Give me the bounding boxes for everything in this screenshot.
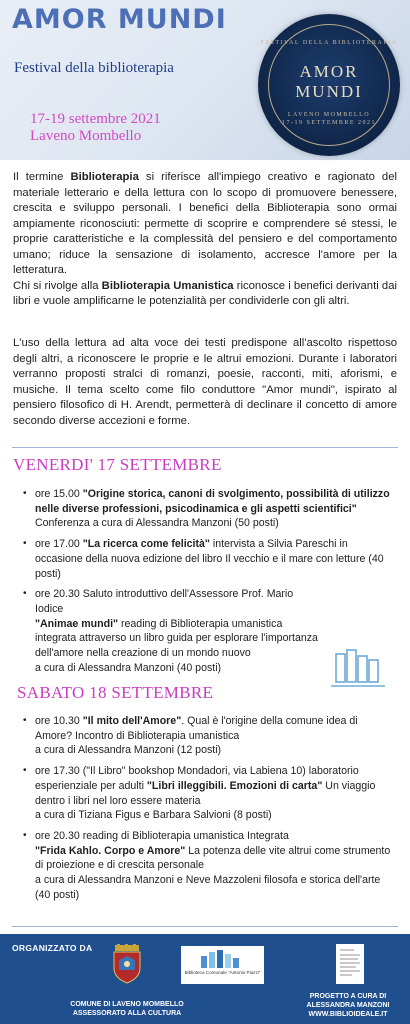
event-time: ore 17.00 — [35, 538, 83, 551]
section-divider — [12, 447, 398, 448]
event-time: ore 20.30 — [35, 588, 83, 601]
footer — [0, 934, 410, 1024]
intro-term: Biblioterapia — [70, 171, 139, 183]
intro-text: Chi si rivolge alla — [13, 279, 102, 292]
municipal-crest-icon — [110, 944, 144, 984]
comune-department: ASSESSORATO ALLA CULTURA — [72, 1010, 182, 1017]
event-details: Un viaggio dentro i libri nel loro essere materia — [35, 779, 376, 807]
intro-paragraph-2: L'uso della lettura ad alta voce dei testi predispone all'ascolto rispettoso degli altri, a riconoscere le proprie e le altrui emozioni. Durante i laboratori verranno proposti stralci di romanzi, poesie, racconti, miti, aforismi, e musiche. Il tema scelto come filo conduttore "Amor mundi", ispirato al pensiero filosofico di H. Arendt, permetterà di declinare il concetto di amore secondo diverse accezioni e forme. — [13, 337, 397, 427]
project-website-link[interactable]: WWW.BIBLIOIDEALE.IT — [308, 1011, 388, 1018]
bullet-icon: • — [23, 538, 27, 550]
intro-text: riconosce i benefici derivanti dai libri e vuole amplificarne le potenzialità per condividerle con gli altri. — [13, 279, 397, 307]
event-details: ("Il Libro" bookshop Mondadori, via Labiena 10) laboratorio esperienziale per adulti — [35, 765, 359, 792]
project-document-icon — [336, 944, 364, 984]
bullet-icon: • — [23, 588, 27, 600]
event-details: Saluto introduttivo dell'Assessore Prof. Mario Iodice — [35, 588, 294, 615]
event-time: ore 17.30 — [35, 765, 83, 778]
day-heading-saturday: SABATO 18 SETTEMBRE — [17, 683, 214, 702]
event-curator: a cura di Tiziana Figus e Barbara Salvioni (8 posti) — [35, 809, 272, 822]
header-banner — [0, 0, 410, 160]
page-title: AMOR MUNDI — [12, 4, 227, 35]
project-credit — [292, 992, 404, 1019]
bullet-icon: • — [23, 765, 27, 777]
project-label: PROGETTO A CURA DI — [309, 993, 387, 1000]
event-details: La potenza delle vite altrui come strumento di proiezione e di crescita personale — [35, 844, 391, 872]
comune-label — [52, 1000, 202, 1018]
library-name: Biblioteca Comunale "Antonio Piazzi" — [184, 970, 261, 975]
event-title: "La ricerca come felicità" — [82, 538, 210, 551]
day-heading-friday: VENERDI' 17 SETTEMBRE — [13, 455, 222, 474]
event-curator: a cura di Alessandra Manzoni (12 posti) — [35, 744, 222, 757]
bullet-icon: • — [23, 715, 27, 726]
logo-footer-line1: LAVENO MOMBELLO — [287, 112, 371, 118]
project-author: ALESSANDRA MANZONI — [306, 1002, 390, 1009]
organizer-label: ORGANIZZATO DA — [12, 943, 93, 953]
comune-name: COMUNE DI LAVENO MOMBELLO — [70, 1001, 184, 1008]
event-curator: a cura di Alessandra Manzoni e Neve Mazzoleni filosofa e storica dell'arte (40 posti) — [35, 874, 381, 901]
event-dates-block — [30, 111, 161, 145]
event-title: "Frida Kahlo. Corpo e Amore" — [35, 844, 186, 857]
books-icon — [330, 648, 386, 690]
event-title: "Libri illeggibili. Emozioni di carta" — [146, 779, 323, 792]
list-item — [0, 487, 410, 531]
list-item — [0, 537, 410, 581]
event-details: reading di Biblioterapia umanistica integrata attraverso un libro guida per esplorare l'importanza dell'amore nella creazione di un mondo nuovo — [35, 617, 318, 660]
event-curator: a cura di Alessandra Manzoni (40 posti) — [35, 661, 222, 674]
logo-main-line1: AMOR — [299, 62, 359, 81]
event-title: "Il mito dell'Amore" — [82, 715, 182, 727]
intro-paragraph-1 — [13, 170, 397, 310]
event-title: "Animae mundi" — [35, 617, 119, 630]
list-item — [0, 714, 410, 758]
event-details: reading di Biblioterapia umanistica Integrata — [82, 829, 289, 842]
event-time: ore 15.00 — [35, 488, 83, 500]
event-place: Laveno Mombello — [30, 128, 142, 144]
section-divider — [12, 926, 398, 927]
festival-logo — [258, 14, 400, 156]
library-logo — [181, 946, 264, 984]
bullet-icon: • — [23, 488, 27, 499]
event-details: . Qual è l'origine della comune idea di Amore? Incontro di Biblioterapia umanistica — [35, 715, 358, 742]
page-subtitle: Festival della biblioterapia — [14, 60, 174, 76]
intro-text: Il termine — [13, 171, 71, 183]
event-time: ore 10.30 — [35, 715, 83, 727]
list-item — [0, 764, 410, 823]
library-bars-icon — [201, 950, 245, 968]
bullet-icon: • — [23, 829, 27, 841]
event-details: intervista a Silvia Pareschi in occasione della nuova edizione del libro Il vecchio e il mare con letture (40 posti) — [35, 538, 384, 580]
intro-text: si riferisce all'impiego creativo e ragionato del materiale letterario e della lettura con lo scopo di promuovere benessere, crescita e sviluppo personali. I benefici della Biblioterapia sono ormai ampiamente riconosciuti: permette di scoprire e comprendere sé stessi, le proprie caratteristiche e la complessità del pensiero e del comportamento umano; riduce la sensazione di isolamento, accresce l'amore per la letteratura. — [13, 171, 397, 276]
event-details: Conferenza a cura di Alessandra Manzoni (50 posti) — [35, 517, 279, 530]
event-title: "Origine storica, canoni di svolgimento, possibilità di utilizzo nelle diverse professioni, psicodinamica e gli aspetti scientifici" — [35, 488, 390, 515]
logo-main-line2: MUNDI — [295, 82, 363, 101]
intro-term: Biblioterapia Umanistica — [101, 279, 234, 292]
event-dates: 17-19 settembre 2021 — [30, 111, 161, 127]
logo-footer-line2: 17-19 SETTEMBRE 2021 — [282, 120, 376, 126]
list-item — [0, 829, 410, 903]
saturday-events — [0, 714, 410, 908]
event-time: ore 20.30 — [35, 829, 83, 842]
logo-arc-text: FESTIVAL DELLA BIBLIOTERAPIA — [260, 40, 398, 46]
